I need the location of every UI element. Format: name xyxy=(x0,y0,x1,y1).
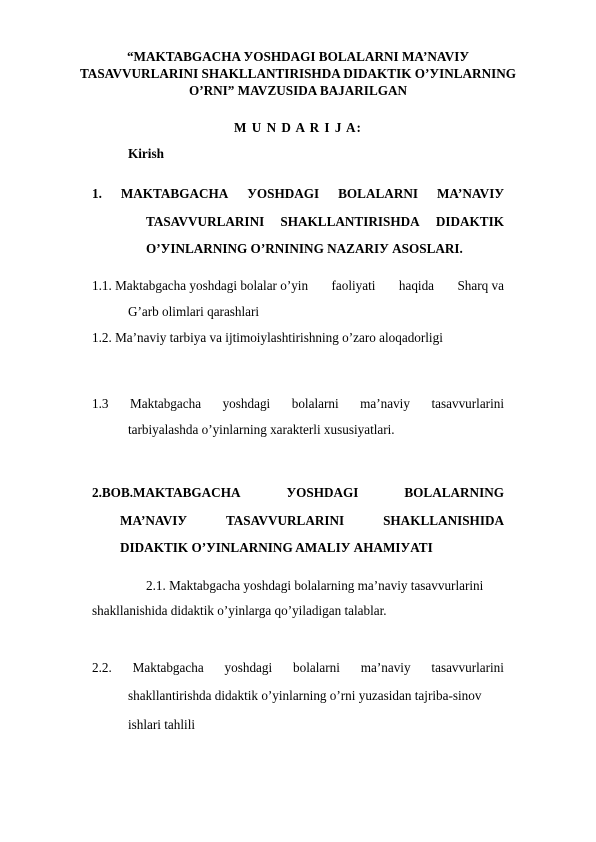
toc-section-2-line-2 xyxy=(120,513,504,529)
word: yoshdagi xyxy=(222,396,271,411)
word: ma’naviy xyxy=(360,660,411,675)
word: BOLALARNI xyxy=(338,186,418,201)
word: УOSHDAGI xyxy=(247,186,320,201)
word: bolalarni xyxy=(293,660,340,675)
toc-section-1-line-1 xyxy=(92,186,504,202)
word: DIDAKTIK xyxy=(435,214,504,229)
word: haqida xyxy=(398,278,435,293)
word: 2.2. xyxy=(92,660,112,675)
toc-section-2-line-1 xyxy=(92,485,504,501)
toc-item-1-3-line-2: tarbiyalashda o’yinlarning xarakterli xususiyatlari. xyxy=(128,422,395,437)
toc-section-1-line-2 xyxy=(146,214,504,230)
title-line: TASAVVURLARINI SHAKLLANTIRISHDA DIDAKTIK O’УINLARNING xyxy=(79,66,517,81)
word: faoliyati xyxy=(331,278,376,293)
word: yoshdagi xyxy=(224,660,273,675)
toc-item-2-2-line-3: ishlari tahlili xyxy=(128,717,196,732)
toc-item-1-3-line-1 xyxy=(92,396,504,412)
toc-section-1-line-3: O’УINLARNING O’RNINING NAZARIУ ASOSLARI. xyxy=(146,241,463,256)
toc-item-1-1-line-1 xyxy=(92,278,504,294)
word: 1.1. Maktabgacha yoshdagi bolalar o’yin xyxy=(92,278,309,293)
toc-item-2-2-line-2: shakllantirishda didaktik o’yinlarning o’rni yuzasidan tajriba-sinov xyxy=(128,688,482,703)
contents-heading: M U N D A R I J A: xyxy=(234,120,362,135)
word: SHAKLLANISHIDA xyxy=(383,513,504,528)
word: MA’NAVIУ xyxy=(436,186,504,201)
word: TASAVVURLARINI xyxy=(146,214,265,229)
title-line: “MAKTABGACHA УOSHDAGI BOLALARNI MA’NAVIУ xyxy=(126,49,470,64)
word: ma’naviy xyxy=(360,396,410,411)
toc-item-2-1-line-2: shakllanishida didaktik o’yinlarga qo’yiladigan talablar. xyxy=(92,603,387,618)
word: 1. xyxy=(92,186,102,201)
word: bolalarni xyxy=(291,396,339,411)
word: MAKTABGACHA xyxy=(120,186,229,201)
word: MA’NAVIУ xyxy=(120,513,188,528)
word: tasavvurlarini xyxy=(431,660,504,675)
toc-item-2-2-line-1 xyxy=(92,660,504,676)
word: tasavvurlarini xyxy=(431,396,504,411)
word: Sharq va xyxy=(457,278,504,293)
title-line: O’RNI” MAVZUSIDA BAJARILGAN xyxy=(188,83,408,98)
word: SHAKLLANTIRISHDA xyxy=(280,214,420,229)
word: TASAVVURLARINI xyxy=(225,513,345,528)
word: 2.BOB.MAKTABGACHA xyxy=(92,485,241,500)
toc-item-1-2: 1.2. Ma’naviy tarbiya va ijtimoiylashtirishning o’zaro aloqadorligi xyxy=(92,330,443,345)
word: BOLALARNING xyxy=(404,485,504,500)
toc-item-2-1-line-1: 2.1. Maktabgacha yoshdagi bolalarning ma’naviy tasavvurlarini xyxy=(146,578,484,593)
word: Maktabgacha xyxy=(132,660,204,675)
word: Maktabgacha xyxy=(130,396,202,411)
document-title xyxy=(60,48,536,99)
toc-introduction: Kirish xyxy=(128,146,164,161)
toc-section-2-line-3: DIDAKTIK O’УINLARNING AMALIУ AHAMIУATI xyxy=(120,540,433,555)
word: УOSHDAGI xyxy=(286,485,359,500)
toc-item-1-1-line-2: G’arb olimlari qarashlari xyxy=(128,304,260,319)
word: 1.3 xyxy=(92,396,109,411)
